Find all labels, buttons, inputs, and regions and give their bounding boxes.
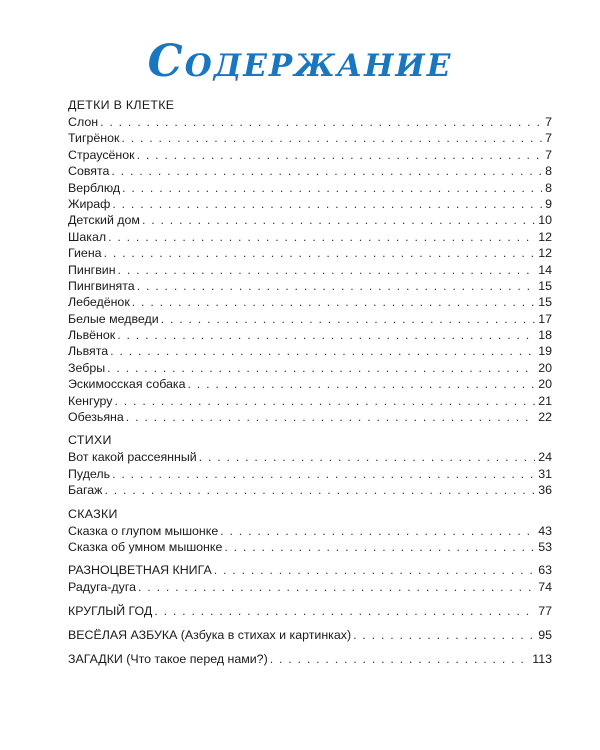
toc-entry[interactable] [68, 360, 552, 376]
dot-leader [104, 245, 536, 261]
toc-page-number: 95 [538, 627, 552, 642]
toc-entry[interactable] [68, 626, 552, 644]
dot-leader [110, 343, 535, 359]
toc-page-number: 8 [545, 164, 552, 179]
toc-page-number: 15 [538, 295, 552, 310]
toc-entry-title: Кенгуру [68, 393, 113, 408]
dot-leader [199, 449, 536, 465]
dot-leader [108, 229, 535, 245]
dot-leader [100, 114, 542, 130]
toc-entry[interactable] [68, 579, 552, 595]
toc-entry-title: Багаж [68, 483, 103, 498]
toc-entry[interactable] [68, 147, 552, 163]
toc-page-number: 74 [538, 580, 552, 595]
toc-entry-title: ЗАГАДКИ (Что такое перед нами?) [68, 651, 268, 666]
toc-page-number: 63 [538, 563, 552, 578]
toc-page-number: 21 [538, 393, 552, 408]
toc-page-number: 20 [538, 377, 552, 392]
toc-page-number: 9 [545, 196, 552, 211]
toc-entry[interactable] [68, 229, 552, 245]
toc-entry[interactable] [68, 482, 552, 498]
dot-leader [220, 523, 535, 539]
toc-entry-title: Детский дом [68, 213, 140, 228]
section-heading: СКАЗКИ [68, 506, 118, 521]
toc-entry[interactable] [68, 409, 552, 425]
toc-entry[interactable] [68, 343, 552, 359]
toc-entry-title: Обезьяна [68, 410, 124, 425]
toc-entry-title: ВЕСЁЛАЯ АЗБУКА (Азбука в стихах и картинках) [68, 627, 352, 642]
toc-page-number: 113 [532, 651, 552, 666]
dot-leader [126, 409, 535, 425]
toc-page-number: 53 [538, 539, 552, 554]
toc-entry[interactable] [68, 180, 552, 196]
toc-entry-title: КРУГЛЫЙ ГОД [68, 603, 153, 618]
dot-leader [111, 163, 542, 179]
dot-leader [154, 602, 535, 620]
dot-leader [114, 393, 535, 409]
toc-section [68, 431, 552, 498]
toc-entry-title: Тигрёнок [68, 131, 120, 146]
toc-page-number: 31 [538, 466, 552, 481]
toc-entry-title: Страусёнок [68, 147, 135, 162]
toc-entry[interactable] [68, 114, 552, 130]
toc-page-number: 77 [538, 603, 552, 618]
toc-entry-title: Пингвинята [68, 278, 135, 293]
toc-entry[interactable] [68, 262, 552, 278]
dot-leader [112, 196, 542, 212]
toc-page-number: 10 [538, 213, 552, 228]
toc-page-number: 8 [545, 180, 552, 195]
toc-entry-title: Слон [68, 115, 99, 129]
toc-entry-title: Жираф [68, 196, 111, 211]
dot-leader [214, 561, 535, 579]
toc-entry-title: Гиена [68, 246, 102, 261]
toc-page-number: 24 [538, 450, 552, 465]
dot-leader [117, 327, 535, 343]
dot-leader [188, 376, 536, 392]
toc-entry[interactable] [68, 294, 552, 310]
dot-leader [270, 650, 530, 668]
dot-leader [132, 294, 535, 310]
dot-leader [138, 579, 535, 595]
dot-leader [161, 311, 536, 327]
toc-page-number: 22 [538, 410, 552, 425]
dot-leader [122, 180, 542, 196]
toc-section [68, 626, 552, 644]
toc-entry[interactable] [68, 196, 552, 212]
toc-entry-title: Пингвин [68, 262, 116, 277]
toc-entry-title: Сказка об умном мышонке [68, 539, 223, 554]
dot-leader [118, 262, 536, 278]
section-heading: СТИХИ [68, 433, 112, 448]
toc-entry[interactable] [68, 523, 552, 539]
toc-entry-title: Львята [68, 344, 109, 359]
toc-page-number: 12 [538, 246, 552, 261]
toc-page-number: 7 [545, 131, 552, 146]
toc-page-number: 17 [538, 311, 552, 326]
toc-page-number: 36 [538, 483, 552, 498]
toc-page-number: 12 [538, 229, 552, 244]
toc-entry-title: Радуга-дуга [68, 580, 136, 595]
toc-entry-title: Эскимосская собака [68, 377, 186, 392]
section-heading: ДЕТКИ В КЛЕТКЕ [68, 98, 175, 112]
dot-leader [104, 482, 535, 498]
dot-leader [137, 147, 543, 163]
dot-leader [353, 626, 535, 644]
toc-entry-title: Пудель [68, 466, 111, 481]
toc-entry[interactable] [68, 278, 552, 294]
toc-entry-title: РАЗНОЦВЕТНАЯ КНИГА [68, 563, 212, 578]
toc-entry-title: Белые медведи [68, 311, 159, 326]
toc-entry[interactable] [68, 376, 552, 392]
toc-entry[interactable] [68, 449, 552, 465]
toc-page-number: 15 [538, 278, 552, 293]
toc-entry-title: Зебры [68, 360, 106, 375]
toc-section [68, 96, 552, 425]
toc-entry-title: Совята [68, 164, 110, 179]
toc-page-number: 19 [538, 344, 552, 359]
dot-leader [224, 539, 535, 555]
toc-section [68, 505, 552, 556]
toc-entry[interactable] [68, 539, 552, 555]
toc-entry-title: Шакал [68, 229, 107, 244]
toc-section [68, 561, 552, 595]
toc-page-number: 43 [538, 523, 552, 538]
toc-entry[interactable] [68, 466, 552, 482]
toc-entry[interactable] [68, 130, 552, 146]
toc-page-number: 7 [545, 115, 552, 129]
toc-entry-title: Вот какой рассеянный [68, 450, 197, 465]
toc-entry-title: Львёнок [68, 328, 116, 343]
toc-entry[interactable] [68, 212, 552, 228]
dot-leader [107, 360, 535, 376]
toc-entry[interactable] [68, 602, 552, 620]
toc-page-number: 14 [538, 262, 552, 277]
toc-page-number: 20 [538, 360, 552, 375]
toc-section [68, 650, 552, 668]
toc-entry[interactable] [68, 245, 552, 261]
dot-leader [142, 212, 535, 228]
toc-entry[interactable] [68, 327, 552, 343]
table-of-contents [68, 96, 552, 668]
toc-entry[interactable] [68, 163, 552, 179]
toc-entry-title: Верблюд [68, 180, 121, 195]
dot-leader [112, 466, 535, 482]
toc-entry-title: Сказка о глупом мышонке [68, 523, 219, 538]
toc-page-number: 18 [538, 328, 552, 343]
toc-entry[interactable] [68, 393, 552, 409]
page-title: Содержание [147, 36, 453, 87]
toc-section [68, 602, 552, 620]
toc-page-number: 7 [545, 147, 552, 162]
toc-entry[interactable] [68, 311, 552, 327]
toc-entry[interactable] [68, 650, 552, 668]
dot-leader [137, 278, 536, 294]
toc-entry-title: Лебедёнок [68, 295, 130, 310]
toc-entry[interactable] [68, 561, 552, 579]
dot-leader [121, 130, 542, 146]
